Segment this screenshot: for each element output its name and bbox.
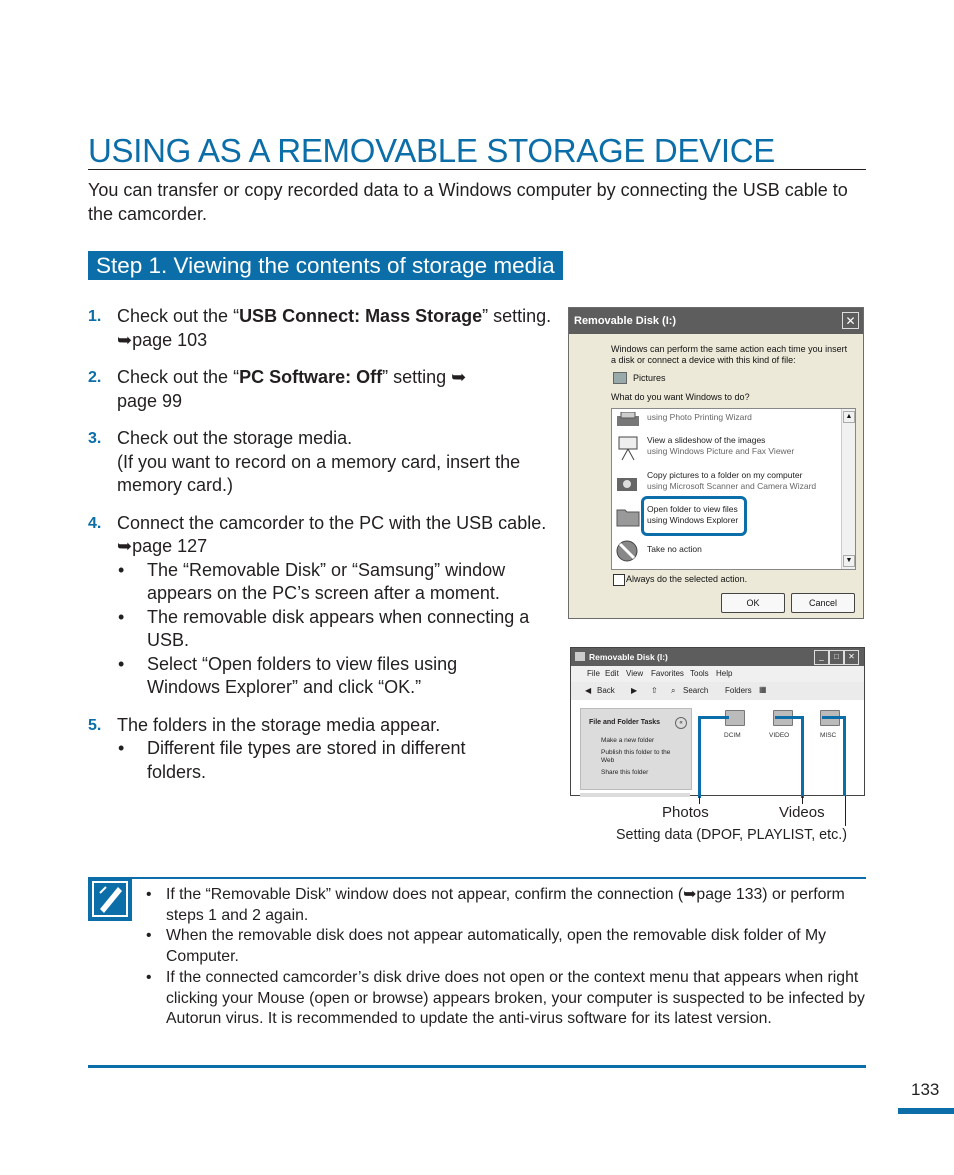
- notes-list: [145, 885, 867, 1030]
- folders-button[interactable]: Folders: [725, 686, 752, 695]
- step-4: [88, 512, 563, 700]
- explorer-title: Removable Disk (I:): [571, 648, 864, 666]
- folder-label: MISC: [820, 732, 837, 739]
- item-text: [647, 470, 816, 492]
- steps-list: [88, 305, 563, 798]
- step-3: [88, 427, 563, 498]
- menu-file[interactable]: File: [587, 669, 600, 678]
- toolbar: [571, 682, 864, 701]
- dialog-title: Removable Disk (I:): [569, 308, 863, 334]
- step-2: [88, 366, 563, 413]
- menu-bar: [571, 666, 864, 683]
- collapse-icon[interactable]: «: [675, 717, 687, 729]
- callout-tick: [845, 796, 846, 826]
- action-list[interactable]: [611, 408, 856, 570]
- note-item: • If the “Removable Disk” window does not appear, confirm the connection (➥page 133) or perform steps 1 and 2 again.: [145, 885, 867, 926]
- search-icon[interactable]: ⌕: [671, 686, 676, 695]
- item-sub: using Microsoft Scanner and Camera Wizard: [647, 481, 817, 491]
- close-icon[interactable]: ✕: [842, 312, 859, 329]
- menu-help[interactable]: Help: [716, 669, 733, 678]
- no-action-icon: [615, 539, 641, 565]
- dialog-line: a disk or connect a device with this kind of file:: [611, 355, 796, 365]
- note-item: • If the connected camcorder’s disk drive does not open or the context menu that appears when right clicking your Mouse (open or browse) appears broken, your computer is suspected to be infected by Autorun virus. It is recommended to update the anti-virus software for its latest version.: [145, 968, 867, 1030]
- step-bullet: • Select “Open folders to view files using Windows Explorer” and click “OK.”: [117, 653, 563, 700]
- page-bar: [898, 1108, 954, 1114]
- drive-icon: [575, 652, 585, 661]
- item-text: [647, 435, 794, 457]
- item-sub: using Photo Printing Wizard: [647, 412, 752, 422]
- menu-tools[interactable]: Tools: [690, 669, 709, 678]
- item-label: View a slideshow of the images: [647, 435, 766, 445]
- dialog-question: What do you want Windows to do?: [611, 392, 750, 402]
- task-pane-edge: [580, 793, 690, 797]
- step-bullet: • The removable disk appears when connecting a USB.: [117, 606, 563, 653]
- step-text: ” setting. ➥page 103: [117, 306, 552, 350]
- title-rule: [88, 169, 866, 170]
- dialog-line: Windows can perform the same action each time you insert: [611, 344, 848, 354]
- callout-line: [801, 716, 804, 798]
- step-setting: USB Connect: Mass Storage: [239, 306, 483, 326]
- window-controls: [814, 650, 860, 664]
- autoplay-dialog: [568, 307, 864, 619]
- intro-text: You can transfer or copy recorded data to a Windows computer by connecting the USB cable to the camcorder.: [88, 180, 848, 224]
- task-share[interactable]: Share this folder: [601, 769, 649, 776]
- callout-tick: [699, 796, 700, 804]
- step-text: Connect the camcorder to the PC with the USB cable. ➥page 127: [117, 512, 547, 556]
- task-new-folder[interactable]: Make a new folder: [601, 737, 655, 744]
- step-bullet: • The “Removable Disk” or “Samsung” window appears on the PC’s screen after a moment.: [117, 559, 563, 606]
- maximize-icon[interactable]: □: [829, 650, 844, 665]
- search-button[interactable]: Search: [683, 686, 709, 695]
- step-number: 2.: [88, 369, 102, 386]
- item-sub: using Windows Picture and Fax Viewer: [647, 446, 795, 456]
- callout-line: [843, 716, 846, 796]
- menu-favorites[interactable]: Favorites: [651, 669, 684, 678]
- item-sub: using Windows Explorer: [647, 515, 739, 525]
- step-text: (If you want to record on a memory card, insert the memory card.): [117, 451, 521, 495]
- back-icon[interactable]: ◀: [585, 686, 592, 695]
- task-pane: [580, 708, 692, 790]
- step-heading: Step 1. Viewing the contents of storage media: [88, 251, 563, 280]
- folder-label: DCIM: [724, 732, 741, 739]
- step-number: 1.: [88, 308, 102, 325]
- note-rule-bottom: [88, 1065, 866, 1068]
- note-rule-top: [88, 877, 866, 879]
- scrollbar[interactable]: [841, 409, 855, 569]
- ok-button[interactable]: OK: [721, 593, 785, 613]
- minimize-icon[interactable]: _: [814, 650, 829, 665]
- step-text: Check out the “: [117, 367, 240, 387]
- item-label: Copy pictures to a folder on my computer: [647, 470, 803, 480]
- callout-line: [775, 716, 804, 719]
- callout-tick: [802, 796, 803, 804]
- menu-edit[interactable]: Edit: [605, 669, 619, 678]
- pictures-icon: [613, 372, 627, 384]
- step-setting: PC Software: Off: [239, 367, 383, 387]
- camera-icon: [615, 470, 641, 496]
- explorer-window: [570, 647, 865, 796]
- list-item[interactable]: [615, 539, 835, 569]
- step-number: 5.: [88, 716, 102, 734]
- views-icon[interactable]: ▦: [759, 685, 767, 694]
- menu-view[interactable]: View: [626, 669, 644, 678]
- item-label: Open folder to view files: [647, 504, 738, 514]
- step-text: Check out the “: [117, 306, 240, 326]
- task-publish[interactable]: Publish this folder to the Web: [601, 749, 671, 764]
- page-title: USING AS A REMOVABLE STORAGE DEVICE: [88, 132, 775, 169]
- step-bullet: • Different file types are stored in different folders.: [117, 737, 563, 784]
- callout-line: [698, 716, 701, 798]
- caption-setting: Setting data (DPOF, PLAYLIST, etc.): [616, 827, 847, 843]
- caption-videos: Videos: [779, 804, 825, 821]
- back-button[interactable]: Back: [597, 686, 615, 695]
- folder-label: VIDEO: [769, 732, 790, 739]
- step-text: The folders in the storage media appear.: [117, 714, 441, 735]
- close-icon[interactable]: ✕: [844, 650, 859, 665]
- scroll-up-icon[interactable]: ▲: [843, 411, 855, 423]
- content-type: Pictures: [633, 373, 666, 383]
- note-icon: [88, 877, 132, 921]
- step-text: ” setting ➥ page 99: [117, 367, 467, 411]
- explorer-content: [571, 700, 864, 795]
- up-folder-icon[interactable]: ⇧: [651, 686, 658, 695]
- highlight-box: [641, 496, 747, 536]
- step-1: [88, 305, 563, 352]
- caption-photos: Photos: [662, 804, 709, 821]
- note-item: • When the removable disk does not appear automatically, open the removable disk folder of My Computer.: [145, 926, 867, 967]
- list-item[interactable]: [615, 435, 835, 465]
- forward-icon[interactable]: ▶: [631, 686, 638, 695]
- always-label: Always do the selected action.: [626, 574, 748, 584]
- page-number: 133: [911, 1080, 940, 1099]
- task-title: File and Folder Tasks: [589, 719, 661, 726]
- folder-icon: [615, 504, 641, 530]
- slideshow-icon: [615, 435, 641, 461]
- cancel-button[interactable]: Cancel: [791, 593, 855, 613]
- step-5: [88, 714, 563, 785]
- step-number: 4.: [88, 514, 102, 532]
- scroll-down-icon[interactable]: ▼: [843, 555, 855, 567]
- always-checkbox[interactable]: [613, 574, 625, 586]
- callout-line: [698, 716, 729, 719]
- step-text: Check out the storage media.: [117, 428, 353, 448]
- step-number: 3.: [88, 430, 102, 447]
- item-label: Take no action: [647, 544, 702, 554]
